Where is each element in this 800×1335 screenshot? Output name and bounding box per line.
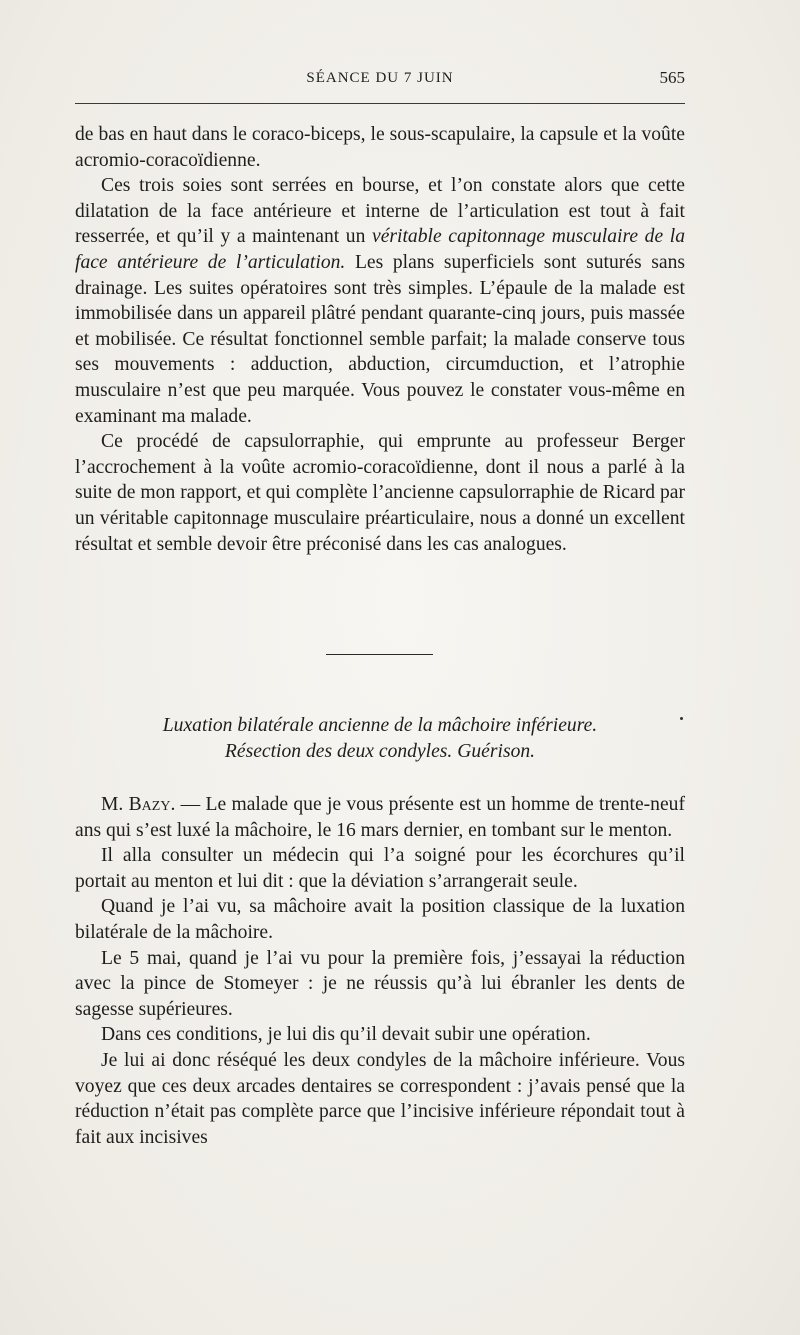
paragraph-intro: [75, 792, 685, 843]
paragraph-text: — Le malade que je vous présente est un homme de trente-neuf ans qui s’est luxé la mâchoire, le 16 mars dernier, en tombant sur le menton.: [75, 794, 685, 841]
paragraph-reduction-attempt: Le 5 mai, quand je l’ai vu pour la première fois, j’essayai la réduction avec la pince de Stomeyer : je ne réussis qu’à lui ébranler les dents de sagesse supérieures.: [75, 947, 685, 1020]
paragraph-conclusion: Ce procédé de capsulorraphie, qui emprunte au professeur Berger l’accrochement à la voûte acromio-coracoïdienne, dont il nous a parlé à la suite de mon rapport, et qui complète l’ancienne capsulorraphie de Ricard par un véritable capitonnage musculaire préarticulaire, nous a donné un excellent résultat et semble devoir être préconisé dans les cas analogues.: [75, 431, 685, 555]
paragraph-text: Les plans superficiels sont suturés sans drainage. Les suites opératoires sont très simples. L’épaule de la malade est immobilisée dans un appareil plâtré pendant quarante-cinq jours, puis massée et mobilisée. Ce résultat fonctionnel semble parfait; la malade conserve tous ses mouvements : adduction, abduction, circumduction, et l’atrophie musculaire n’est que peu marquée. Vous pouvez le constater vous-même en examinant ma malade.: [75, 251, 685, 427]
paragraph-consultation: Il alla consulter un médecin qui l’a soigné pour les écorchures qu’il portait au menton et lui dit : que la déviation s’arrangerait seule.: [75, 845, 685, 892]
paragraph-decision: Dans ces conditions, je lui dis qu’il devait subir une opération.: [101, 1024, 591, 1046]
text-block-luxation: [75, 792, 685, 1150]
paragraph-text: Ces trois soies sont serrées en bourse, et l’on constate alors que cette dilatation de la face antérieure et interne de l’articulation est tout à fait resserrée, et qu’il y a maintenant un: [75, 175, 685, 248]
speaker-name: M. Bazy.: [101, 794, 176, 815]
paragraph-operation: Je lui ai donc réséqué les deux condyles de la mâchoire inférieure. Vous voyez que ces deux arcades dentaires se correspondent : j’avais pensé que la réduction n’était pas complète parce que l’incisive inférieure répondait tout à fait aux incisives: [75, 1049, 685, 1148]
italic-phrase: véritable capitonnage musculaire de la face antérieure de l’articulation.: [75, 226, 685, 273]
page-number: 565: [659, 68, 685, 87]
header-rule: [75, 103, 685, 104]
paragraph-technique: [75, 173, 685, 429]
section-separator: [326, 654, 433, 655]
running-head: [75, 64, 685, 94]
paragraph-continuation: de bas en haut dans le coraco-biceps, le sous-scapulaire, la capsule et la voûte acromio-coracoïdienne.: [75, 124, 685, 171]
section-heading-line-1: Luxation bilatérale ancienne de la mâchoire inférieure.: [162, 715, 598, 736]
section-heading: [75, 713, 685, 765]
paragraph-observation: Quand je l’ai vu, sa mâchoire avait la position classique de la luxation bilatérale de la mâchoire.: [75, 896, 685, 943]
text-block-capsulorraphie: [75, 122, 685, 557]
running-head-title: SÉANCE DU 7 JUIN: [306, 70, 454, 86]
section-heading-line-2: Résection des deux condyles. Guérison.: [224, 741, 536, 762]
